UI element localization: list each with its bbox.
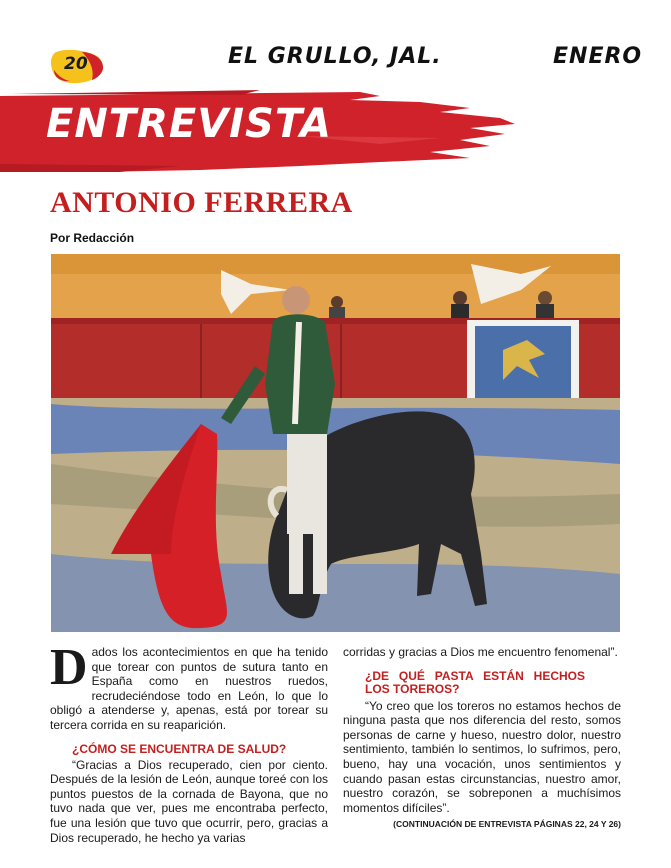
- continuation-note: (CONTINUACIÓN DE ENTREVISTA PÁGINAS 22, 24 Y 26): [393, 819, 621, 830]
- article-column-right: [343, 645, 621, 832]
- article-byline: Por Redacción: [50, 231, 135, 245]
- header-town: EL GRULLO, JAL.: [228, 44, 442, 69]
- intro-paragraph: ados los acontecimientos en que ha tenido que torear con puntos de sutura tanto en España como en nuestros ruedos, recrudeciéndose todo en León, lo que lo obligó a atenderse y, apenas, está por torear su tercera corrida en su reaparición.: [50, 645, 328, 732]
- drop-cap: D: [50, 639, 88, 696]
- question-heading: ¿CÓMO SE ENCUENTRA DE SALUD?: [72, 741, 287, 756]
- article-title: ANTONIO FERRERA: [50, 186, 353, 219]
- answer-continuation: corridas y gracias a Dios me encuentro fenomenal”.: [343, 645, 618, 659]
- header-month: ENERO: [553, 44, 643, 69]
- answer-paragraph: “Gracias a Dios recuperado, cien por ciento. Después de la lesión de León, aunque toreé con los puntos puestos de la cornada de Bayona, que no tuvo nada que ver, pues me encontraba perfecto, fue una lesión que tuvo que ocurrir, pero, gracias a Dios recuperado, he hecho ya varias: [50, 757, 328, 845]
- answer-paragraph: “Yo creo que los toreros no estamos hechos de ninguna pasta que nos diferencia del resto, somos personas de carne y hueso, nuestro dolor, nuestro sentimiento, también lo sentimos, lo sufrimos, pero, bueno, hay una vocación, unos sentimientos y cuando pasan estas circunstancias, nuestro amor, nuestro corazón, se sobreponen a muchísimos momentos difíciles”.: [343, 698, 621, 815]
- article-photo: [51, 254, 620, 632]
- article-column-left: [50, 639, 328, 845]
- page-number: 20: [64, 54, 88, 74]
- section-title: ENTREVISTA: [46, 101, 332, 147]
- question-heading: ¿DE QUÉ PASTA ESTÁN HECHOS LOS TOREROS?: [365, 668, 585, 696]
